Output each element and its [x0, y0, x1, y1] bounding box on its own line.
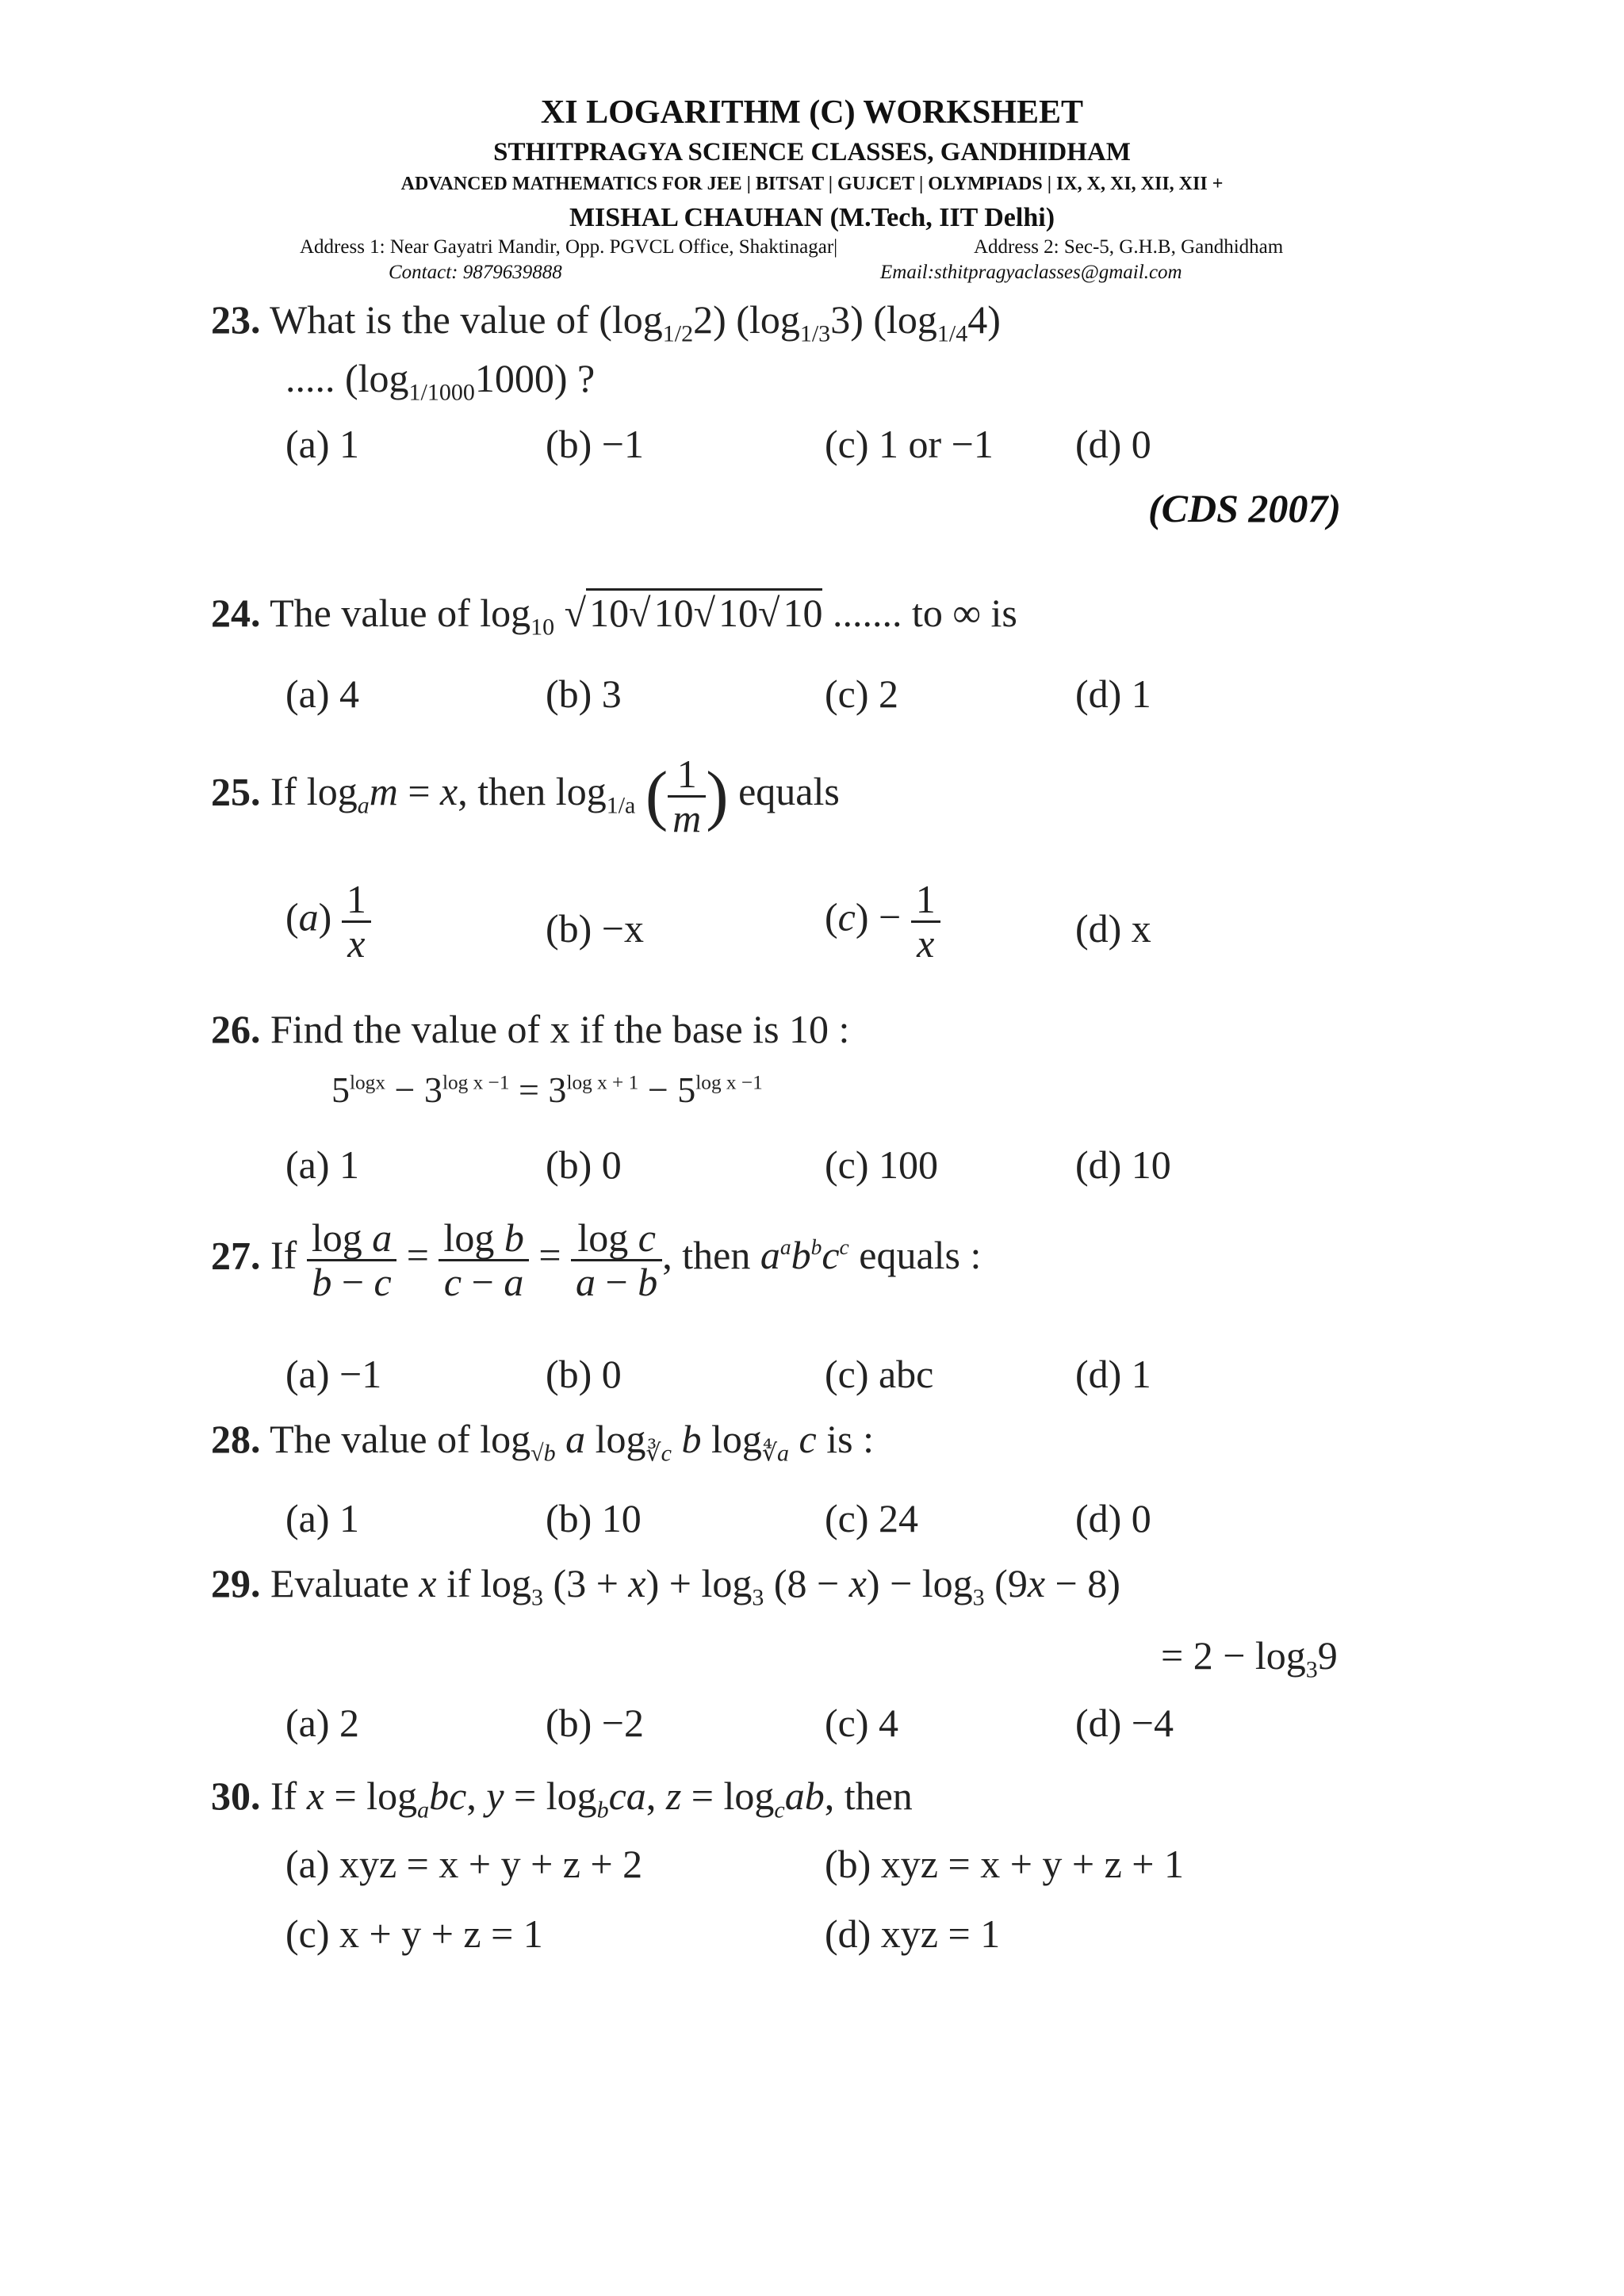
institute-name: STHITPRAGYA SCIENCE CLASSES, GANDHIDHAM [493, 138, 1131, 166]
question-25 [211, 753, 840, 839]
question-29 [211, 1563, 1120, 1610]
q27-option-d: (d) 1 [1075, 1352, 1151, 1396]
question-text: What is the value of $(\log_{1/2}2)$ $(\log_{1/3}3)$ $(\log_{1/4}4)$ [270, 297, 1001, 347]
q29-option-c: (c) 4 [825, 1701, 898, 1745]
question-text: Find the value of x if the base is 10 : [270, 1007, 850, 1051]
q24-option-d: (d) 1 [1075, 672, 1151, 716]
q23-option-d: (d) 0 [1075, 422, 1151, 466]
q26-option-a: (a) 1 [285, 1142, 359, 1187]
q24-option-a: (a) 4 [285, 672, 359, 716]
q23-option-b: (b) −1 [546, 422, 644, 466]
q29-option-b: (b) −2 [546, 1701, 644, 1745]
question-24 [211, 593, 1017, 640]
q30-option-d: (d) xyz = 1 [825, 1911, 1001, 1956]
q29-option-d: (d) −4 [1075, 1701, 1174, 1745]
question-text: The value of $\log_{10} √10√10√10√10$ ....... to ∞ is [270, 591, 1017, 635]
question-text: If $x = \log_abc$, $y = \log_bca$, $z = \log_cab$, then [270, 1774, 913, 1823]
q30-option-b: (b) xyz = x + y + z + 1 [825, 1842, 1184, 1886]
q26-option-c: (c) 100 [825, 1142, 938, 1187]
q26-option-d: (d) 10 [1075, 1142, 1171, 1187]
q30-option-a: (a) xyz = x + y + z + 2 [285, 1842, 643, 1886]
q23-option-c: (c) 1 or −1 [825, 422, 994, 466]
q28-option-c: (c) 24 [825, 1496, 918, 1540]
question-number: 29. [211, 1561, 261, 1605]
q28-option-b: (b) 10 [546, 1496, 642, 1540]
question-number: 27. [211, 1233, 261, 1278]
question-26-equation: $5^{logx} - 3^{log x -1} = 3^{log x + 1} - 5^{log x -1}$ [331, 1070, 763, 1110]
question-26 [211, 1009, 849, 1049]
q27-option-b: (b) 0 [546, 1352, 622, 1396]
address-2: Address 2: Sec-5, G.H.B, Gandhidham [974, 236, 1284, 258]
q25-option-a: (a) $\frac{1}{x}$ [285, 878, 371, 964]
q24-option-b: (b) 3 [546, 672, 622, 716]
q26-option-b: (b) 0 [546, 1142, 622, 1187]
q25-option-c: (c) − $\frac{1}{x}$ [825, 878, 940, 964]
question-number: 28. [211, 1417, 261, 1461]
q27-option-c: (c) abc [825, 1352, 934, 1396]
question-text: Evaluate x if $\log_3 (3 + x) + \log_3 (8 - x) - \log_3 (9x - 8)$ [270, 1561, 1120, 1611]
address-1: Address 1: Near Gayatri Mandir, Opp. PGVCL Office, Shaktinagar| [300, 236, 838, 258]
question-number: 24. [211, 591, 261, 635]
q25-option-d: (d) x [1075, 906, 1151, 951]
q29-option-a: (a) 2 [285, 1701, 359, 1745]
q30-option-c: (c) x + y + z = 1 [285, 1911, 543, 1956]
contact-phone: Contact: 9879639888 [389, 262, 562, 283]
question-23 [211, 297, 1001, 347]
question-28 [211, 1419, 874, 1466]
worksheet-title: XI LOGARITHM (C) WORKSHEET [540, 94, 1084, 131]
question-text: If $\frac{\text{log a}}{b - c}$ = $\frac{\text{log b}}{c - a}$ = $\frac{\text{log c}}{a - b}$ , then $a^ab^bc^c$ equals : [270, 1215, 982, 1304]
q23-option-a: (a) 1 [285, 422, 359, 466]
question-29-continuation: = $2 - \log_39$ [1161, 1633, 1338, 1683]
question-text: If $\log_am = x$, then $\log_{1/a}$ ( $\frac{1}{m}$ ) equals [270, 752, 840, 840]
question-number: 25. [211, 769, 261, 814]
q27-option-a: (a) −1 [285, 1352, 382, 1396]
question-number: 30. [211, 1774, 261, 1818]
question-27 [211, 1217, 981, 1303]
contact-email: Email:sthitpragyaclasses@gmail.com [880, 262, 1182, 283]
question-number: 23. [211, 297, 261, 342]
q25-option-b: (b) −x [546, 906, 644, 951]
question-30 [211, 1776, 913, 1823]
question-number: 26. [211, 1007, 261, 1051]
teacher-name: MISHAL CHAUHAN (M.Tech, IIT Delhi) [569, 203, 1055, 232]
q23-source: (CDS 2007) [1148, 486, 1342, 530]
q24-option-c: (c) 2 [825, 672, 898, 716]
question-23-continuation: ..... $(\log_{1/1000}1000)$ ? [285, 356, 596, 406]
question-text: The value of $\log_{√b} a$ $\log_{∛c} b$ $\log_{∜a} c$ is : [270, 1417, 874, 1467]
q28-option-a: (a) 1 [285, 1496, 359, 1540]
q28-option-d: (d) 0 [1075, 1496, 1151, 1540]
courses-line: ADVANCED MATHEMATICS FOR JEE | BITSAT | GUJCET | OLYMPIADS | IX, X, XI, XII, XII + [400, 174, 1224, 194]
